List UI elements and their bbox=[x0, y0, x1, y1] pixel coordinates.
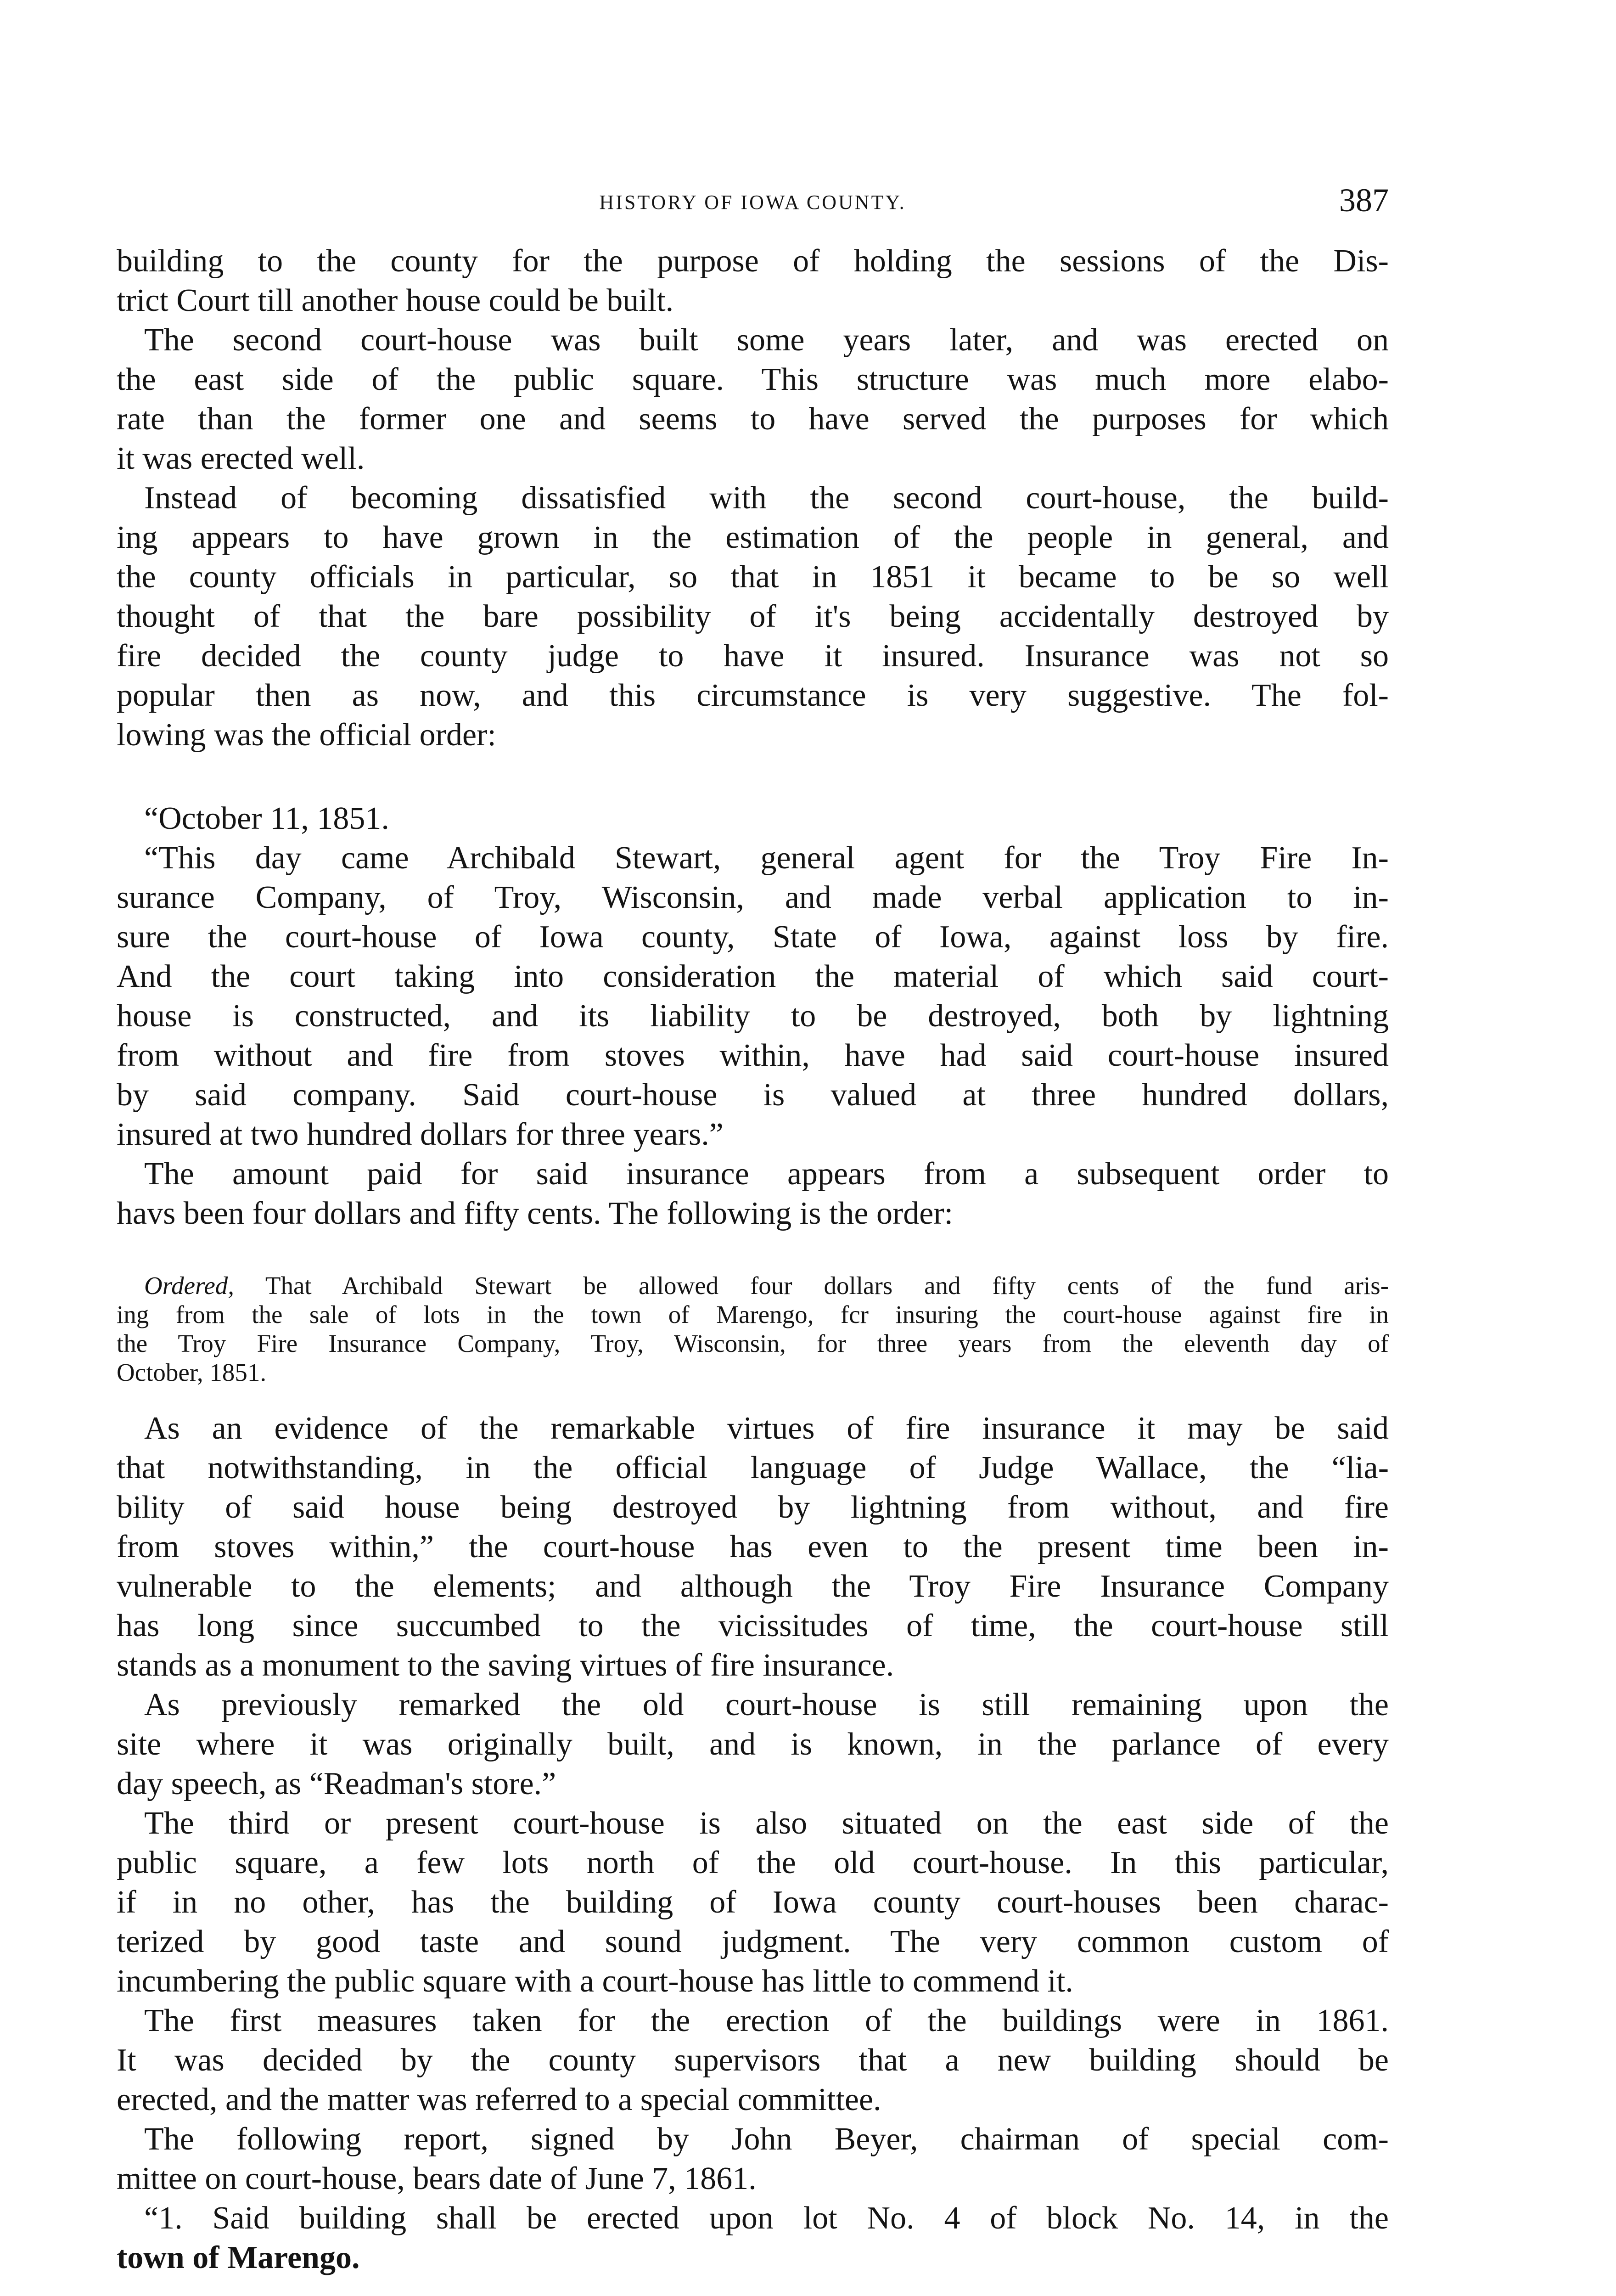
text-line bbox=[117, 1448, 1389, 1488]
text-line bbox=[117, 878, 1389, 917]
text-line bbox=[117, 518, 1389, 557]
text-line bbox=[117, 1685, 1389, 1725]
running-title: HISTORY OF IOWA COUNTY. bbox=[599, 191, 906, 214]
paragraph bbox=[117, 799, 1389, 838]
line-text: The first measures taken for the erection of the buildings were in 1861. bbox=[144, 2003, 1389, 2038]
text-line bbox=[117, 1804, 1389, 1843]
line-text: day speech, as “Readman's store.” bbox=[117, 1766, 556, 1801]
line-text: from without and fire from stoves within, have had said court-house insured bbox=[117, 1038, 1389, 1073]
text-line bbox=[117, 1527, 1389, 1567]
line-text: incumbering the public square with a court-house has little to commend it. bbox=[117, 1964, 1073, 1999]
line-text: trict Court till another house could be built. bbox=[117, 283, 674, 318]
line-text: building to the county for the purpose of holding the sessions of the Dis- bbox=[117, 243, 1389, 279]
line-text: the east side of the public square. This structure was much more elabo- bbox=[117, 362, 1389, 397]
text-line bbox=[117, 799, 1389, 838]
text-line bbox=[117, 597, 1389, 636]
line-text: As an evidence of the remarkable virtues of fire insurance it may be said bbox=[144, 1411, 1389, 1446]
text-line bbox=[117, 360, 1389, 400]
text-line bbox=[117, 1922, 1389, 1962]
text-line bbox=[117, 1115, 1389, 1154]
text-line bbox=[117, 917, 1389, 957]
text-line bbox=[117, 1358, 1389, 1387]
order-quote-block bbox=[117, 799, 1389, 1233]
paragraph bbox=[117, 2001, 1389, 2120]
text-line bbox=[117, 2199, 1389, 2238]
paragraph bbox=[117, 2199, 1389, 2278]
line-text: fire decided the county judge to have it insured. Insurance was not so bbox=[117, 638, 1389, 674]
line-text: havs been four dollars and fifty cents. The following is the order: bbox=[117, 1196, 954, 1231]
line-text: the county officials in particular, so that in 1851 it became to be so well bbox=[117, 559, 1389, 595]
paragraph bbox=[117, 1154, 1389, 1233]
paragraph bbox=[117, 1804, 1389, 2001]
line-text: “October 11, 1851. bbox=[144, 801, 389, 836]
text-line bbox=[117, 1567, 1389, 1606]
text-line bbox=[117, 1271, 1389, 1300]
page-number: 387 bbox=[1339, 182, 1389, 219]
text-line bbox=[117, 2120, 1389, 2159]
line-text: vulnerable to the elements; and although the Troy Fire Insurance Company bbox=[117, 1569, 1389, 1604]
text-line bbox=[117, 1194, 1389, 1233]
line-text: As previously remarked the old court-house is still remaining upon the bbox=[144, 1687, 1389, 1722]
line-text: stands as a monument to the saving virtues of fire insurance. bbox=[117, 1648, 894, 1683]
text-line bbox=[117, 2159, 1389, 2199]
line-text: The second court-house was built some years later, and was erected on bbox=[144, 322, 1389, 358]
text-line bbox=[117, 281, 1389, 321]
paragraph bbox=[117, 2120, 1389, 2199]
text-line bbox=[117, 1883, 1389, 1922]
text-line bbox=[117, 1606, 1389, 1646]
ordered-extract-block bbox=[117, 1271, 1389, 1387]
line-text: And the court taking into consideration the material of which said court- bbox=[117, 959, 1389, 994]
text-line bbox=[117, 1154, 1389, 1194]
ordered-lead: Ordered, bbox=[144, 1272, 235, 1300]
line-text: That Archibald Stewart be allowed four dollars and fifty cents of the fund aris- bbox=[234, 1272, 1389, 1300]
text-line bbox=[117, 636, 1389, 676]
paragraph bbox=[117, 321, 1389, 478]
paragraph bbox=[117, 1409, 1389, 1685]
line-text: thought of that the bare possibility of it's being accidentally destroyed by bbox=[117, 599, 1389, 634]
text-line bbox=[117, 2080, 1389, 2120]
line-text: has long since succumbed to the vicissitudes of time, the court-house still bbox=[117, 1608, 1389, 1643]
line-text: the Troy Fire Insurance Company, Troy, Wisconsin, for three years from the eleventh day of bbox=[117, 1329, 1389, 1357]
line-text: October, 1851. bbox=[117, 1358, 267, 1386]
line-text: if in no other, has the building of Iowa county court-houses been charac- bbox=[117, 1885, 1389, 1920]
text-line bbox=[117, 2041, 1389, 2080]
line-text: ing appears to have grown in the estimation of the people in general, and bbox=[117, 520, 1389, 555]
text-line bbox=[117, 1764, 1389, 1804]
text-line bbox=[117, 478, 1389, 518]
line-text: it was erected well. bbox=[117, 441, 365, 476]
line-text: Instead of becoming dissatisfied with the second court-house, the build- bbox=[144, 480, 1389, 516]
line-text: erected, and the matter was referred to a special committee. bbox=[117, 2082, 881, 2117]
text-line bbox=[117, 676, 1389, 715]
text-line bbox=[117, 715, 1389, 755]
paragraph bbox=[117, 478, 1389, 755]
line-text: surance Company, of Troy, Wisconsin, and made verbal application to in- bbox=[117, 880, 1389, 915]
text-block-1 bbox=[117, 242, 1389, 755]
text-line bbox=[117, 1409, 1389, 1448]
line-text: by said company. Said court-house is valued at three hundred dollars, bbox=[117, 1077, 1389, 1113]
text-line bbox=[117, 400, 1389, 439]
line-text: rate than the former one and seems to have served the purposes for which bbox=[117, 401, 1389, 437]
text-line bbox=[117, 1329, 1389, 1358]
text-line bbox=[117, 1300, 1389, 1329]
line-text: sure the court-house of Iowa county, State of Iowa, against loss by fire. bbox=[117, 919, 1389, 955]
line-text: The amount paid for said insurance appears from a subsequent order to bbox=[144, 1156, 1389, 1192]
text-line bbox=[117, 1843, 1389, 1883]
text-line bbox=[117, 1488, 1389, 1527]
text-line bbox=[117, 1646, 1389, 1685]
line-text: The following report, signed by John Beyer, chairman of special com- bbox=[144, 2122, 1389, 2157]
line-text: mittee on court-house, bears date of June 7, 1861. bbox=[117, 2161, 757, 2196]
text-line bbox=[117, 1075, 1389, 1115]
line-text: “1. Said building shall be erected upon lot No. 4 of block No. 14, in the bbox=[144, 2200, 1389, 2236]
text-line bbox=[117, 2001, 1389, 2041]
line-text: town of Marengo. bbox=[117, 2240, 360, 2275]
line-text: It was decided by the county supervisors that a new building should be bbox=[117, 2043, 1389, 2078]
paragraph bbox=[117, 1685, 1389, 1804]
text-line bbox=[117, 996, 1389, 1036]
text-line bbox=[117, 957, 1389, 996]
line-text: insured at two hundred dollars for three years.” bbox=[117, 1117, 724, 1152]
line-text: bility of said house being destroyed by lightning from without, and fire bbox=[117, 1490, 1389, 1525]
line-text: “This day came Archibald Stewart, general agent for the Troy Fire In- bbox=[144, 840, 1389, 876]
paragraph bbox=[117, 838, 1389, 1154]
line-text: from stoves within,” the court-house has even to the present time been in- bbox=[117, 1529, 1389, 1564]
text-line bbox=[117, 1962, 1389, 2001]
text-line bbox=[117, 242, 1389, 281]
text-line bbox=[117, 321, 1389, 360]
text-line bbox=[117, 439, 1389, 478]
text-line bbox=[117, 838, 1389, 878]
text-line bbox=[117, 2238, 1389, 2278]
text-line bbox=[117, 1725, 1389, 1764]
text-line bbox=[117, 557, 1389, 597]
paragraph bbox=[117, 1271, 1389, 1387]
line-text: ing from the sale of lots in the town of Marengo, fcr insuring the court-house against fire in bbox=[117, 1300, 1389, 1328]
page-header bbox=[117, 181, 1389, 218]
text-block-2 bbox=[117, 1409, 1389, 2278]
line-text: that notwithstanding, in the official language of Judge Wallace, the “lia- bbox=[117, 1450, 1389, 1486]
line-text: popular then as now, and this circumstance is very suggestive. The fol- bbox=[117, 678, 1389, 713]
line-text: lowing was the official order: bbox=[117, 717, 496, 753]
text-line bbox=[117, 1036, 1389, 1075]
line-text: site where it was originally built, and is known, in the parlance of every bbox=[117, 1727, 1389, 1762]
line-text: house is constructed, and its liability to be destroyed, both by lightning bbox=[117, 998, 1389, 1034]
line-text: terized by good taste and sound judgment. The very common custom of bbox=[117, 1924, 1389, 1959]
line-text: public square, a few lots north of the old court-house. In this particular, bbox=[117, 1845, 1389, 1880]
line-text: The third or present court-house is also situated on the east side of the bbox=[144, 1806, 1389, 1841]
paragraph bbox=[117, 242, 1389, 321]
